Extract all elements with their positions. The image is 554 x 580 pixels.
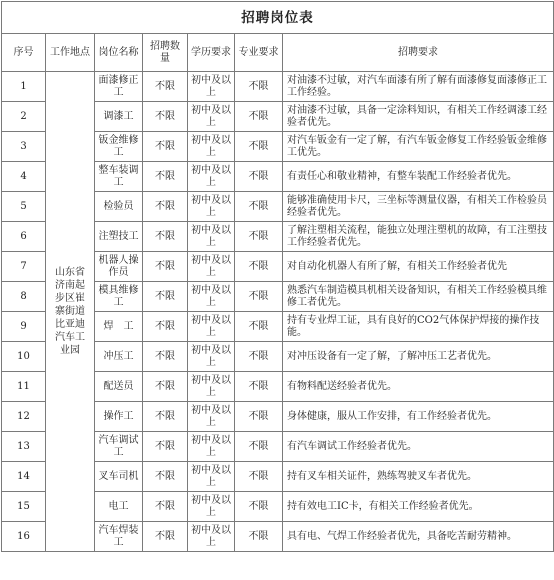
- hiring-requirement: 能够准确使用卡尺，三坐标等测量仪器，有相关工作检验员经验者优先。: [283, 192, 554, 222]
- major-requirement: 不限: [235, 282, 283, 312]
- hiring-requirement: 持有叉车相关证件，熟练驾驶叉车者优先。: [283, 462, 554, 492]
- hiring-requirement: 持有专业焊工证，具有良好的CO2气体保护焊接的操作技能。: [283, 312, 554, 342]
- major-requirement: 不限: [235, 252, 283, 282]
- education-requirement: 初中及以上: [188, 222, 235, 252]
- position-name: 检验员: [95, 192, 143, 222]
- hiring-requirement: 对冲压设备有一定了解，了解冲压工艺者优先。: [283, 342, 554, 372]
- major-requirement: 不限: [235, 162, 283, 192]
- table-row: [2, 72, 554, 102]
- position-name: 配送员: [95, 372, 143, 402]
- row-number: 4: [2, 162, 46, 192]
- row-number: 5: [2, 192, 46, 222]
- row-number: 11: [2, 372, 46, 402]
- education-requirement: 初中及以上: [188, 492, 235, 522]
- table-title: 招聘岗位表: [2, 2, 554, 34]
- position-name: 电工: [95, 492, 143, 522]
- header-row: [2, 34, 554, 72]
- hiring-requirement: 了解注塑相关流程，能独立处理注塑机的故障，有工注塑技工作经验者优先。: [283, 222, 554, 252]
- recruitment-sheet: [1, 1, 553, 578]
- hire-count: 不限: [143, 432, 188, 462]
- education-requirement: 初中及以上: [188, 102, 235, 132]
- major-requirement: 不限: [235, 342, 283, 372]
- row-number: 13: [2, 432, 46, 462]
- hiring-requirement: 有物料配送经验者优先。: [283, 372, 554, 402]
- hire-count: 不限: [143, 402, 188, 432]
- education-requirement: 初中及以上: [188, 312, 235, 342]
- hiring-requirement: 有责任心和敬业精神，有整车装配工作经验者优先。: [283, 162, 554, 192]
- education-requirement: 初中及以上: [188, 462, 235, 492]
- position-name: 机器人操作员: [95, 252, 143, 282]
- hire-count: 不限: [143, 372, 188, 402]
- position-name: 叉车司机: [95, 462, 143, 492]
- hire-count: 不限: [143, 102, 188, 132]
- position-name: 焊 工: [95, 312, 143, 342]
- header-location: 工作地点: [46, 34, 95, 72]
- row-number: 14: [2, 462, 46, 492]
- hire-count: 不限: [143, 192, 188, 222]
- major-requirement: 不限: [235, 72, 283, 102]
- hire-count: 不限: [143, 252, 188, 282]
- row-number: 9: [2, 312, 46, 342]
- position-name: 冲压工: [95, 342, 143, 372]
- major-requirement: 不限: [235, 312, 283, 342]
- major-requirement: 不限: [235, 402, 283, 432]
- hire-count: 不限: [143, 342, 188, 372]
- hire-count: 不限: [143, 312, 188, 342]
- row-number: 1: [2, 72, 46, 102]
- hiring-requirement: 对汽车钣金有一定了解，有汽车钣金修复工作经验钣金维修工优先。: [283, 132, 554, 162]
- header-education: 学历要求: [188, 34, 235, 72]
- recruitment-table: [1, 1, 554, 552]
- position-name: 操作工: [95, 402, 143, 432]
- hire-count: 不限: [143, 162, 188, 192]
- hire-count: 不限: [143, 522, 188, 552]
- hire-count: 不限: [143, 132, 188, 162]
- header-position: 岗位名称: [95, 34, 143, 72]
- major-requirement: 不限: [235, 192, 283, 222]
- hire-count: 不限: [143, 492, 188, 522]
- hire-count: 不限: [143, 222, 188, 252]
- row-number: 7: [2, 252, 46, 282]
- education-requirement: 初中及以上: [188, 252, 235, 282]
- education-requirement: 初中及以上: [188, 132, 235, 162]
- education-requirement: 初中及以上: [188, 282, 235, 312]
- major-requirement: 不限: [235, 372, 283, 402]
- major-requirement: 不限: [235, 222, 283, 252]
- row-number: 10: [2, 342, 46, 372]
- position-name: 汽车焊装工: [95, 522, 143, 552]
- major-requirement: 不限: [235, 522, 283, 552]
- education-requirement: 初中及以上: [188, 372, 235, 402]
- education-requirement: 初中及以上: [188, 402, 235, 432]
- work-location: 山东省济南起步区崔寨街道比亚迪汽车工业园: [46, 72, 95, 552]
- education-requirement: 初中及以上: [188, 522, 235, 552]
- position-name: 钣金维修工: [95, 132, 143, 162]
- education-requirement: 初中及以上: [188, 342, 235, 372]
- row-number: 8: [2, 282, 46, 312]
- row-number: 2: [2, 102, 46, 132]
- hiring-requirement: 对油漆不过敏，具备一定涂料知识，有相关工作经调漆工经验者优先。: [283, 102, 554, 132]
- row-number: 15: [2, 492, 46, 522]
- position-name: 模具维修工: [95, 282, 143, 312]
- position-name: 面漆修正工: [95, 72, 143, 102]
- row-number: 6: [2, 222, 46, 252]
- hire-count: 不限: [143, 72, 188, 102]
- major-requirement: 不限: [235, 462, 283, 492]
- major-requirement: 不限: [235, 432, 283, 462]
- hiring-requirement: 对油漆不过敏，对汽车面漆有所了解有面漆修复面漆修正工工作经验。: [283, 72, 554, 102]
- row-number: 16: [2, 522, 46, 552]
- header-no: 序号: [2, 34, 46, 72]
- title-row: [2, 2, 554, 34]
- education-requirement: 初中及以上: [188, 192, 235, 222]
- row-number: 3: [2, 132, 46, 162]
- hiring-requirement: 有汽车调试工作经验者优先。: [283, 432, 554, 462]
- position-name: 整车装调工: [95, 162, 143, 192]
- hiring-requirement: 持有效电工IC卡，有相关工作经验者优先。: [283, 492, 554, 522]
- major-requirement: 不限: [235, 102, 283, 132]
- education-requirement: 初中及以上: [188, 432, 235, 462]
- position-name: 调漆工: [95, 102, 143, 132]
- position-name: 汽车调试工: [95, 432, 143, 462]
- hiring-requirement: 具有电、气焊工作经验者优先，具备吃苦耐劳精神。: [283, 522, 554, 552]
- header-requirement: 招聘要求: [283, 34, 554, 72]
- hire-count: 不限: [143, 462, 188, 492]
- position-name: 注塑技工: [95, 222, 143, 252]
- header-count: 招聘数量: [143, 34, 188, 72]
- major-requirement: 不限: [235, 132, 283, 162]
- education-requirement: 初中及以上: [188, 72, 235, 102]
- major-requirement: 不限: [235, 492, 283, 522]
- header-major: 专业要求: [235, 34, 283, 72]
- row-number: 12: [2, 402, 46, 432]
- education-requirement: 初中及以上: [188, 162, 235, 192]
- hiring-requirement: 对自动化机器人有所了解，有相关工作经验者优先: [283, 252, 554, 282]
- hire-count: 不限: [143, 282, 188, 312]
- hiring-requirement: 身体健康，服从工作安排，有工作经验者优先。: [283, 402, 554, 432]
- hiring-requirement: 熟悉汽车制造模具机相关设备知识，有相关工作经验模具维修工者优先。: [283, 282, 554, 312]
